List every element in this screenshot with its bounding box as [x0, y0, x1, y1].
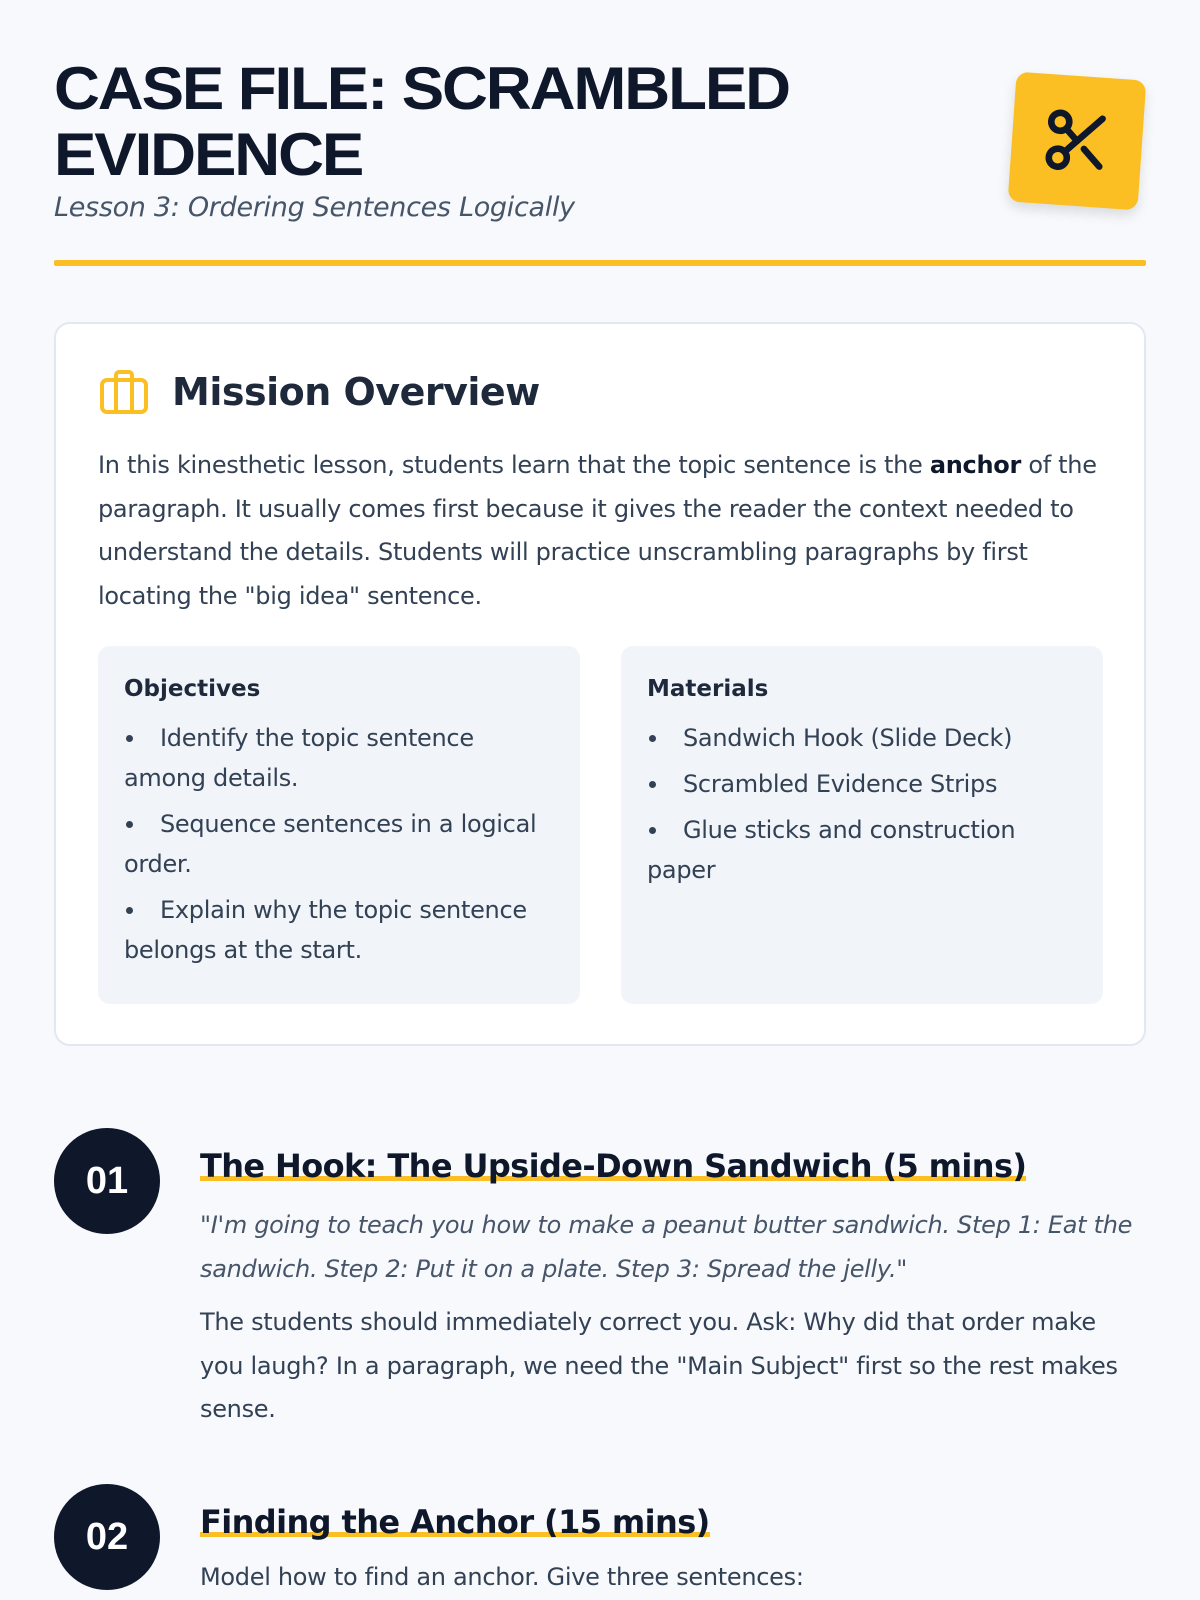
step-title: The Hook: The Upside-Down Sandwich (5 mins)	[200, 1147, 1027, 1185]
material-item: Scrambled Evidence Strips	[647, 764, 1077, 804]
objectives-box	[98, 646, 580, 1004]
overview-title: Mission Overview	[172, 370, 540, 414]
lesson-page	[54, 0, 1146, 1591]
step-description: The students should immediately correct you. Ask: Why did that order make you laugh? In a paragraph, we need the "Main Subject" first so the rest makes sense.	[200, 1308, 1118, 1423]
step-body	[200, 1498, 1146, 1600]
materials-list	[647, 718, 1077, 890]
card-header	[98, 368, 540, 416]
materials-box	[621, 646, 1103, 1004]
page-header	[54, 0, 1146, 268]
material-item: Glue sticks and construction paper	[647, 810, 1077, 890]
material-item: Sandwich Hook (Slide Deck)	[647, 718, 1077, 758]
objectives-title: Objectives	[124, 676, 261, 702]
intro-text-end: of the paragraph. It usually comes first because it gives the reader the context needed to understand the details. Students will practice unscrambling paragraphs by first locating the "big idea" sentence.	[98, 451, 1097, 610]
mission-overview-card	[54, 322, 1146, 1046]
page-subtitle: Lesson 3: Ordering Sentences Logically	[54, 192, 575, 223]
step-title: Finding the Anchor (15 mins)	[200, 1503, 710, 1541]
step-number-badge: 01	[54, 1128, 160, 1234]
scissors-badge	[1008, 72, 1147, 211]
step-number-badge: 02	[54, 1484, 160, 1590]
objectives-list	[124, 718, 554, 970]
objective-item: Sequence sentences in a logical order.	[124, 804, 554, 884]
header-divider	[54, 260, 1146, 266]
overview-intro	[98, 444, 1108, 618]
intro-text-start: In this kinesthetic lesson, students learn that the topic sentence is the	[98, 451, 930, 479]
step-body	[200, 1142, 1146, 1432]
briefcase-icon	[98, 368, 150, 416]
scissors-icon	[1039, 103, 1116, 180]
step-quote: "I'm going to teach you how to make a peanut butter sandwich. Step 1: Eat the sandwich. Step 2: Put it on a plate. Step 3: Spread the jelly."	[200, 1211, 1133, 1283]
objective-item: Explain why the topic sentence belongs at the start.	[124, 890, 554, 970]
page-title: CASE FILE: SCRAMBLED EVIDENCE	[54, 55, 789, 188]
materials-title: Materials	[647, 676, 769, 702]
intro-bold-term: anchor	[929, 451, 1021, 479]
step-description: Model how to find an anchor. Give three sentences:	[200, 1563, 804, 1591]
objective-item: Identify the topic sentence among details.	[124, 718, 554, 798]
